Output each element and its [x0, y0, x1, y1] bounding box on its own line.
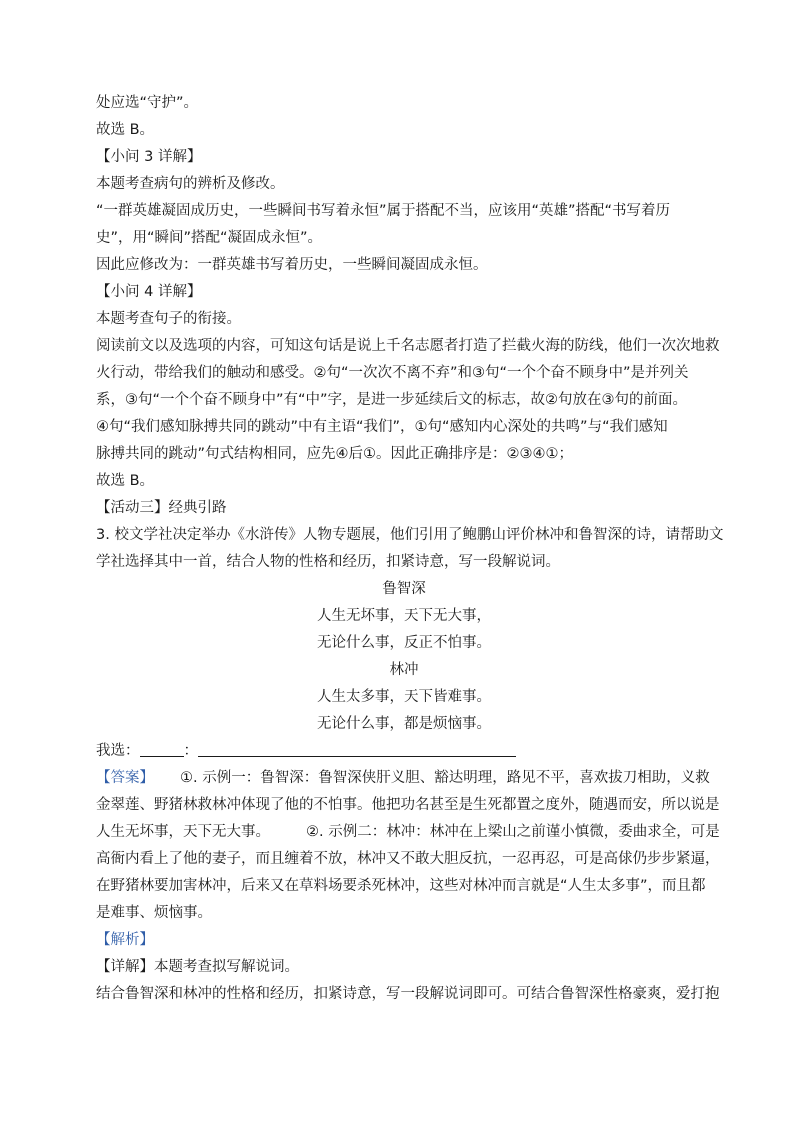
answer-text: ①. 示例一：鲁智深：鲁智深侠肝义胆、豁达明理，路见不平，喜欢拔刀相助，义救 [180, 770, 710, 786]
answer-line [96, 765, 712, 792]
answer-line: 是难事、烦恼事。 [96, 905, 212, 921]
text-line: 处应选“守护”。 [96, 95, 199, 111]
answer-line: 金翠莲、野猪林救林冲体现了他的不怕事。他把功名甚至是生死都置之度外，随遇而安，所以说是 [96, 797, 720, 813]
poem-title: 鲁智深 [382, 581, 426, 597]
text-line: 火行动，带给我们的触动和感受。②句“一次次不离不弃”和③句“一个个奋不顾身中”是并列关 [96, 365, 689, 381]
poem-block [96, 576, 712, 738]
text-line: 故选 B。 [96, 473, 155, 489]
question-line: 3. 校文学社决定举办《水浒传》人物专题展，他们引用了鲍鹏山评价林冲和鲁智深的诗，请帮助文 [96, 527, 724, 543]
text-line: 本题考查病句的辨析及修改。 [96, 176, 285, 192]
choice-label: 我选： [96, 743, 140, 759]
poem-line: 无论什么事，反正不怕事。 [317, 635, 491, 651]
section-heading: 【小问 4 详解】 [96, 284, 202, 300]
detail-line [96, 954, 712, 981]
choice-blank[interactable] [140, 738, 184, 757]
poem-title: 林冲 [389, 662, 419, 678]
detail-line: 结合鲁智深和林冲的性格和经历，扣紧诗意，写一段解说词即可。可结合鲁智深性格豪爽，爱打抱 [96, 986, 720, 1002]
poem-line: 人生太多事，天下皆难事。 [317, 689, 491, 705]
text-line: 阅读前文以及选项的内容，可知这句话是说上千名志愿者打造了拦截火海的防线，他们一次次地救 [96, 338, 720, 354]
detail-tag: 【详解】 [96, 959, 154, 975]
answer-block [96, 765, 720, 927]
choice-colon: ： [183, 743, 198, 759]
section-heading: 【活动三】经典引路 [96, 500, 227, 516]
answer-line [96, 819, 720, 846]
document-page [96, 90, 724, 1008]
text-line: ④句“我们感知脉搏共同的跳动”中有主语“我们”，①句“感知内心深处的共鸣”与“我们感知 [96, 419, 668, 435]
text-line: 故选 B。 [96, 122, 155, 138]
poem-line: 无论什么事，都是烦恼事。 [317, 716, 491, 732]
detail-text: 本题考查拟写解说词。 [154, 959, 299, 975]
text-line: 脉搏共同的跳动”句式结构相同，应先④后①。因此正确排序是：②③④①； [96, 446, 574, 462]
choice-line [96, 738, 712, 765]
text-line: 系，③句“一个个奋不顾身中”有“中”字，是进一步延续后文的标志，故②句放在③句的前面。 [96, 392, 688, 408]
question-line: 学社选择其中一首，结合人物的性格和经历，扣紧诗意，写一段解说词。 [96, 554, 560, 570]
text-line: “一群英雄凝固成历史，一些瞬间书写着永恒”属于搭配不当，应该用“英雄”搭配“书写着历 [96, 203, 671, 219]
text-line: 本题考查句子的衔接。 [96, 311, 241, 327]
analysis-tag: 【解析】 [96, 932, 154, 948]
answer-blank[interactable] [198, 738, 516, 757]
answer-text: ②. 示例二：林冲：林冲在上梁山之前谨小慎微，委曲求全，可是 [306, 824, 720, 840]
poem-line: 人生无坏事，天下无大事， [317, 608, 491, 624]
text-line: 因此应修改为：一群英雄书写着历史，一些瞬间凝固成永恒。 [96, 257, 488, 273]
answer-line: 高衙内看上了他的妻子，而且缠着不放，林冲又不敢大胆反抗，一忍再忍，可是高俅仍步步紧逼， [96, 851, 720, 867]
answer-tag: 【答案】 [96, 770, 154, 786]
section-heading: 【小问 3 详解】 [96, 149, 202, 165]
answer-line: 在野猪林要加害林冲，后来又在草料场要杀死林冲，这些对林冲而言就是“人生太多事”，而且都 [96, 878, 706, 894]
text-line: 史”，用“瞬间”搭配“凝固成永恒”。 [96, 230, 323, 246]
answer-text: 人生无坏事，天下无大事。 [96, 824, 270, 840]
